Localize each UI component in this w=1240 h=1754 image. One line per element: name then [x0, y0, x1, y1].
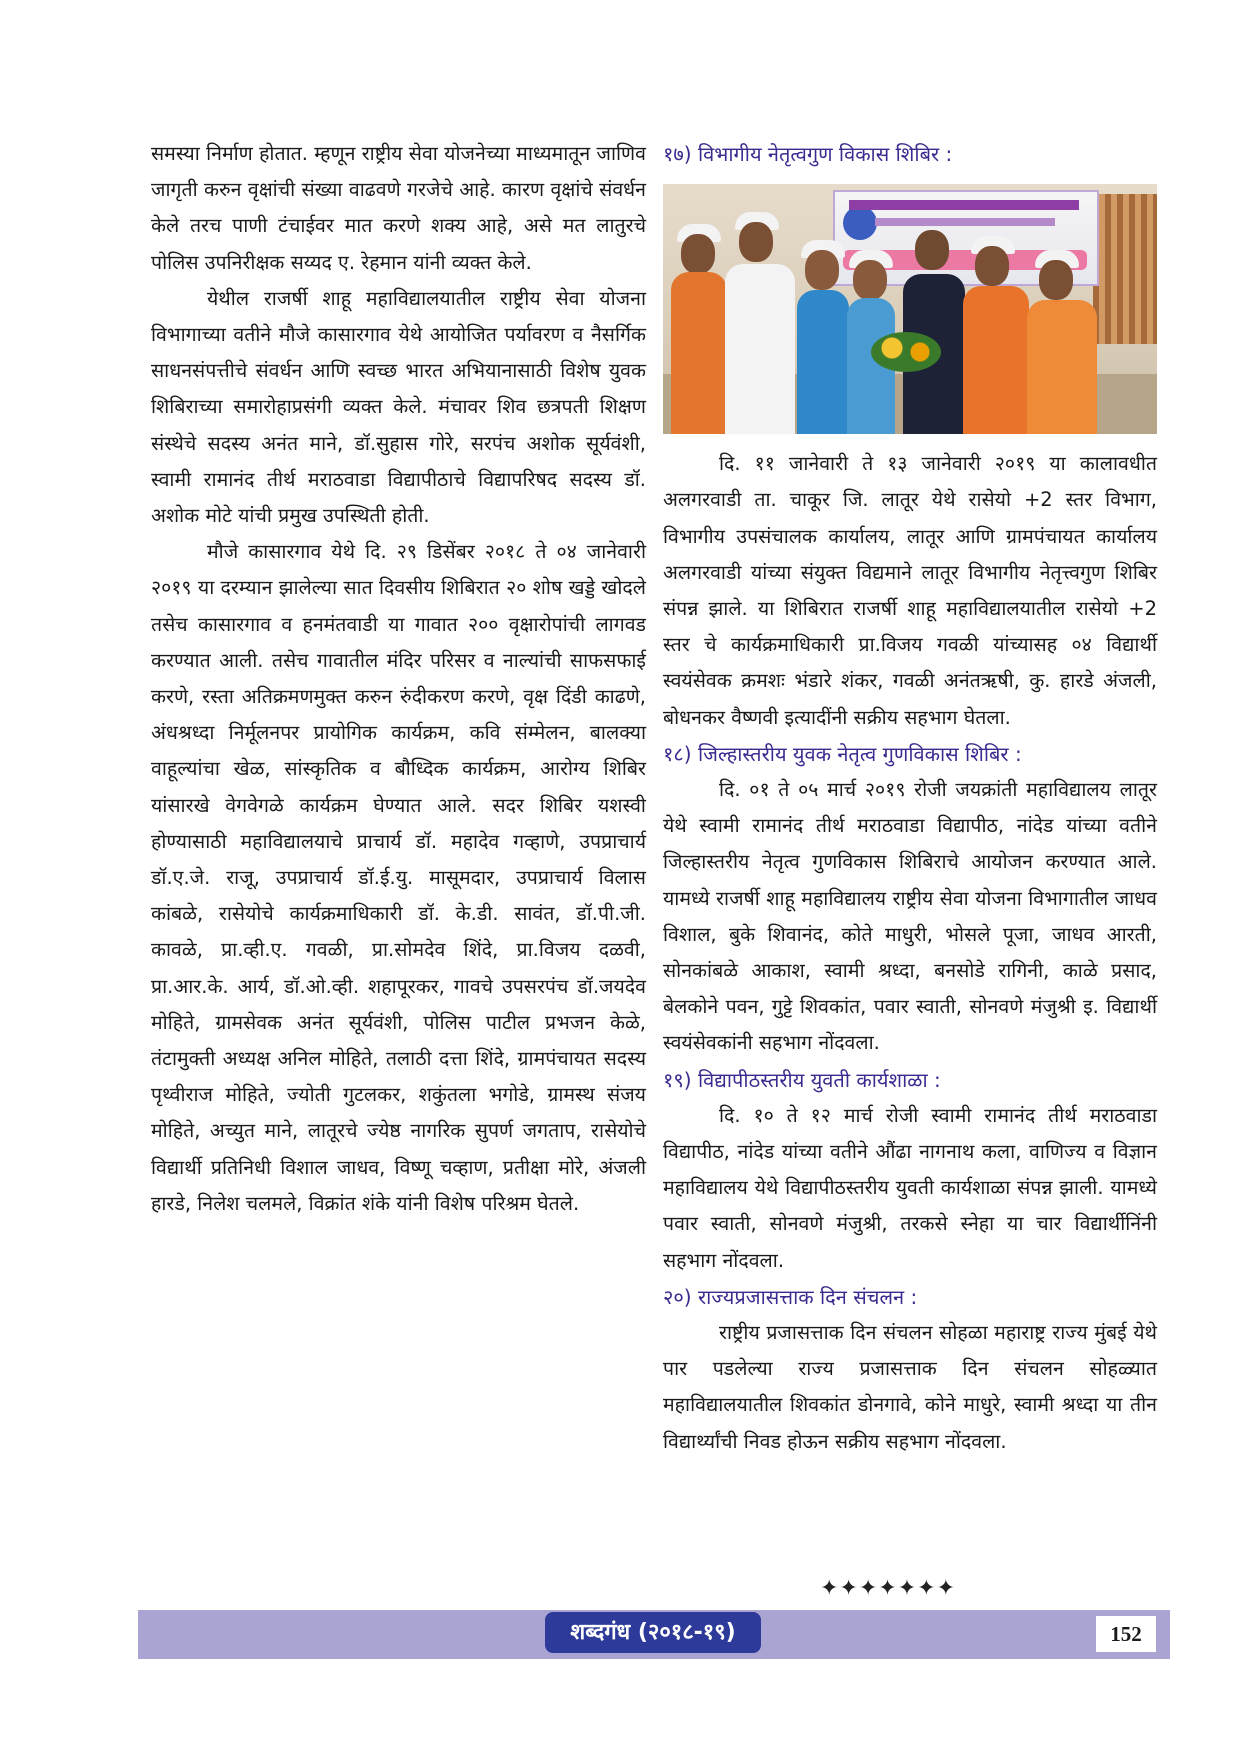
footer-title: शब्दगंध (२०१८-१९) [545, 1612, 761, 1653]
event-photo [663, 184, 1157, 434]
section-paragraph-20: राष्ट्रीय प्रजासत्ताक दिन संचलन सोहळा महाराष्ट्र राज्य मुंबई येथे पार पडलेल्या राज्य प्रजासत्ताक दिन संचलन सोहळ्यात महाविद्यालयातील शिवकांत डोनगावे, कोने माधुरे, स्वामी श्रध्दा या तीन विद्यार्थ्यांची निवड होऊन सक्रीय सहभाग नोंदवला. [663, 1321, 1157, 1453]
left-paragraph-2: येथील राजर्षी शाहू महाविद्यालयातील राष्ट्रीय सेवा योजना विभागाच्या वतीने मौजे कासारगाव येथे आयोजित पर्यावरण व नैसर्गिक साधनसंपत्तीचे संवर्धन आणि स्वच्छ भारत अभियानासाठी विशेष युवक शिबिराच्या समारोहाप्रसंगी व्यक्त केले. मंचावर शिव छत्रपती शिक्षण संस्थेचे सदस्य अनंत माने, डॉ.सुहास गोरे, सरपंच अशोक सूर्यवंशी, स्वामी रामानंद तीर्थ मराठवाडा विद्यापीठाचे विद्यापरिषद सदस्य डॉ. अशोक मोटे यांची प्रमुख उपस्थिती होती. [151, 286, 646, 528]
banner-stripe [849, 200, 1079, 210]
banner-stripe [875, 218, 1055, 226]
section-heading-20: २०) राज्यप्रजासत्ताक दिन संचलन : [663, 1284, 918, 1309]
left-paragraph-1: समस्या निर्माण होतात. म्हणून राष्ट्रीय सेवा योजनेच्या माध्यमातून जाणिव जागृती करुन वृक्षांची संख्या वाढवणे गरजेचे आहे. कारण वृक्षांचे संवर्धन केले तरच पाणी टंचाईवर मात करणे शक्य आहे, असे मत लातुरचे पोलिस उपनिरीक्षक सय्यद ए. रेहमान यांनी व्यक्त केले. [151, 142, 646, 274]
section-heading-17: १७) विभागीय नेतृत्वगुण विकास शिबिर : [663, 142, 953, 166]
section-heading-19: १९) विद्यापीठस्तरीय युवती कार्यशाळा : [663, 1067, 941, 1092]
banner-logo [843, 206, 877, 240]
photo-curtain [1093, 194, 1157, 344]
section-paragraph-19: दि. १० ते १२ मार्च रोजी स्वामी रामानंद तीर्थ मराठवाडा विद्यापीठ, नांदेड यांच्या वतीने औंढा नागनाथ कला, वाणिज्य व विज्ञान महाविद्यालय येथे विद्यापीठस्तरीय युवती कार्यशाळा संपन्न झाली. यामध्ये पवार स्वाती, सोनवणे मंजुश्री, तरकसे स्नेहा या चार विद्यार्थीनिंनी सहभाग नोंदवला. [663, 1103, 1157, 1272]
section-paragraph-18: दि. ०१ ते ०५ मार्च २०१९ रोजी जयक्रांती महाविद्यालय लातूर येथे स्वामी रामानंद तीर्थ मराठवाडा विद्यापीठ, नांदेड यांच्या वतीने जिल्हास्तरीय नेतृत्व गुणविकास शिबिराचे आयोजन करण्यात आले. यामध्ये राजर्षी शाहू महाविद्यालय राष्ट्रीय सेवा योजना विभागातील जाधव विशाल, बुके शिवानंद, कोते माधुरी, भोसले पूजा, जाधव आरती, सोनकांबळे आकाश, स्वामी श्रध्दा, बनसोडे रागिनी, काळे प्रसाद, बेलकोने पवन, गुट्टे शिवकांत, पवार स्वाती, सोनवणे मंजुश्री इ. विद्यार्थी स्वयंसेवकांनी सहभाग नोंदवला. [663, 778, 1157, 1055]
left-column [151, 136, 646, 1222]
ornament-divider: ✦✦✦✦✦✦✦ [820, 1576, 957, 1601]
page-number: 152 [1096, 1616, 1156, 1652]
right-column [663, 136, 1157, 1460]
section-paragraph-17: दि. ११ जानेवारी ते १३ जानेवारी २०१९ या कालावधीत अलगरवाडी ता. चाकूर जि. लातूर येथे रासेयो +2 स्तर विभाग, विभागीय उपसंचालक कार्यालय, लातूर आणि ग्रामपंचायत कार्यालय अलगरवाडी यांच्या संयुक्त विद्यमाने लातूर विभागीय नेतृत्त्वगुण शिबिर संपन्न झाले. या शिबिरात राजर्षी शाहू महाविद्यालयातील रासेयो +2 स्तर चे कार्यक्रमाधिकारी प्रा.विजय गवळी यांच्यासह ०४ विद्यार्थी स्वयंसेवक क्रमशः भंडारे शंकर, गवळी अनंतऋषी, कु. हारडे अंजली, बोधनकर वैष्णवी इत्यादींनी सक्रीय सहभाग घेतला. [663, 452, 1157, 729]
left-paragraph-3: मौजे कासारगाव येथे दि. २९ डिसेंबर २०१८ ते ०४ जानेवारी २०१९ या दरम्यान झालेल्या सात दिवसीय शिबिरात २० शोष खड्डे खोदले तसेच कासारगाव व हनमंतवाडी या गावात २०० वृक्षारोपांची लागवड करण्यात आली. तसेच गावातील मंदिर परिसर व नाल्यांची साफसफाई करणे, रस्ता अतिक्रमणमुक्त करुन रुंदीकरण करणे, वृक्ष दिंडी काढणे, अंधश्रध्दा निर्मूलनपर प्रायोगिक कार्यक्रम, कवि संम्मेलन, बालक्या वाहूल्यांचा खेळ, सांस्कृतिक व बौध्दिक कार्यक्रम, आरोग्य शिबिर यांसारखे वेगवेगळे कार्यक्रम घेण्यात आले. सदर शिबिर यशस्वी होण्यासाठी महाविद्यालयाचे प्राचार्य डॉ. महादेव गव्हाणे, उपप्राचार्य डॉ.ए.जे. राजू, उपप्राचार्य डॉ.ई.यु. मासूमदार, उपप्राचार्य विलास कांबळे, रासेयोचे कार्यक्रमाधिकारी डॉ. के.डी. सावंत, डॉ.पी.जी. कावळे, प्रा.व्ही.ए. गवळी, प्रा.सोमदेव शिंदे, प्रा.विजय दळवी, प्रा.आर.के. आर्य, डॉ.ओ.व्ही. शहापूरकर, गावचे उपसरपंच डॉ.जयदेव मोहिते, ग्रामसेवक अनंत सूर्यवंशी, पोलिस पाटील प्रभजन केळे, तंटामुक्ती अध्यक्ष अनिल मोहिते, तलाठी दत्ता शिंदे, ग्रामपंचायत सदस्य पृथ्वीराज मोहिते, ज्योती गुटलकर, शकुंतला भगोडे, ग्रामस्थ संजय मोहिते, अच्युत माने, लातूरचे ज्येष्ठ नागरिक सुपर्ण जगताप, रासेयोचे विद्यार्थी प्रतिनिधी विशाल जाधव, विष्णू चव्हाण, प्रतीक्षा मोरे, अंजली हारडे, निलेश चलमले, विक्रांत शंके यांनी विशेष परिश्रम घेतले. [151, 540, 646, 1215]
photo-bouquet [871, 332, 941, 372]
section-heading-18: १८) जिल्हास्तरीय युवक नेतृत्व गुणविकास शिबिर : [663, 741, 1022, 766]
